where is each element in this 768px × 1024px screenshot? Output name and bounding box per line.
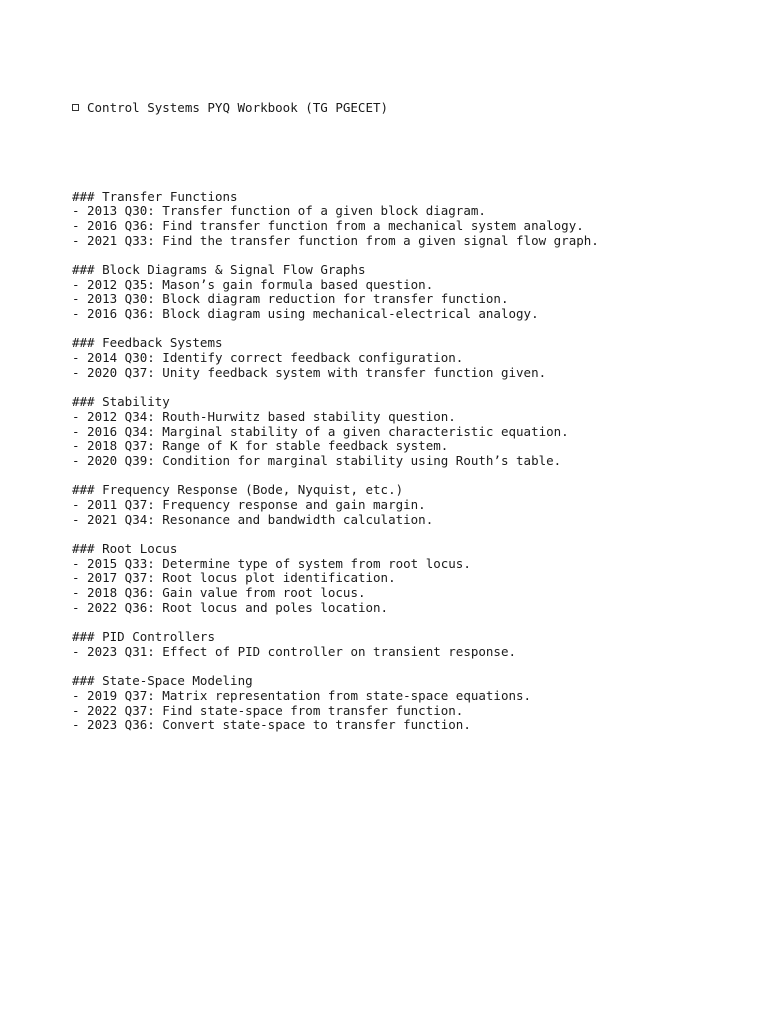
checkbox-icon [72, 104, 79, 111]
list-item: - 2018 Q37: Range of K for stable feedback system. [72, 438, 449, 454]
list-item: - 2011 Q37: Frequency response and gain margin. [72, 497, 426, 513]
list-item: - 2016 Q36: Find transfer function from a mechanical system analogy. [72, 217, 584, 233]
list-item: - 2016 Q36: Block diagram using mechanical-electrical analogy. [72, 306, 539, 322]
section [72, 336, 722, 395]
section-heading: ### State-Space Modeling [72, 673, 253, 689]
section-heading: ### Transfer Functions [72, 188, 238, 204]
list-item: - 2013 Q30: Transfer function of a given block diagram. [72, 203, 486, 219]
section [72, 483, 722, 542]
list-item: - 2021 Q34: Resonance and bandwidth calculation. [72, 511, 434, 527]
section [72, 395, 722, 483]
spacer [72, 616, 722, 631]
list-item: - 2015 Q33: Determine type of system from root locus. [72, 555, 471, 571]
document-title: Control Systems PYQ Workbook (TG PGECET) [87, 100, 389, 116]
section [72, 542, 722, 630]
section [72, 190, 722, 263]
spacer [72, 146, 722, 161]
section-heading: ### Root Locus [72, 541, 178, 557]
sections-container [72, 190, 722, 733]
section-heading: ### Block Diagrams & Signal Flow Graphs [72, 262, 366, 278]
list-item: - 2021 Q33: Find the transfer function from a given signal flow graph. [72, 232, 599, 248]
title-row [72, 101, 722, 116]
list-item: - 2012 Q34: Routh-Hurwitz based stability question. [72, 408, 456, 424]
spacer [72, 381, 722, 396]
list-item: - 2019 Q37: Matrix representation from state-space equations. [72, 687, 532, 703]
spacer [72, 248, 722, 263]
list-item: - 2020 Q39: Condition for marginal stability using Routh’s table. [72, 452, 562, 468]
spacer [72, 527, 722, 542]
section-heading: ### Frequency Response (Bode, Nyquist, etc.) [72, 482, 404, 498]
list-item: - 2023 Q31: Effect of PID controller on transient response. [72, 643, 517, 659]
list-item: - 2017 Q37: Root locus plot identification. [72, 570, 396, 586]
list-item: - 2012 Q35: Mason’s gain formula based question. [72, 276, 434, 292]
list-item: - 2013 Q30: Block diagram reduction for transfer function. [72, 291, 509, 307]
section [72, 263, 722, 336]
section-heading: ### Stability [72, 394, 170, 410]
list-item: - 2018 Q36: Gain value from root locus. [72, 585, 366, 601]
document-page [72, 72, 722, 748]
list-item: - 2023 Q36: Convert state-space to transfer function. [72, 717, 471, 733]
spacer [72, 660, 722, 675]
list-item: - 2022 Q36: Root locus and poles location. [72, 599, 389, 615]
section [72, 674, 722, 733]
section-heading: ### PID Controllers [72, 629, 215, 645]
section [72, 630, 722, 674]
spacer [72, 469, 722, 484]
list-item: - 2016 Q34: Marginal stability of a given characteristic equation. [72, 423, 569, 439]
list-item: - 2014 Q30: Identify correct feedback configuration. [72, 350, 464, 366]
section-heading: ### Feedback Systems [72, 335, 223, 351]
list-item: - 2022 Q37: Find state-space from transfer function. [72, 702, 464, 718]
list-item: - 2020 Q37: Unity feedback system with transfer function given. [72, 364, 547, 380]
spacer [72, 322, 722, 337]
